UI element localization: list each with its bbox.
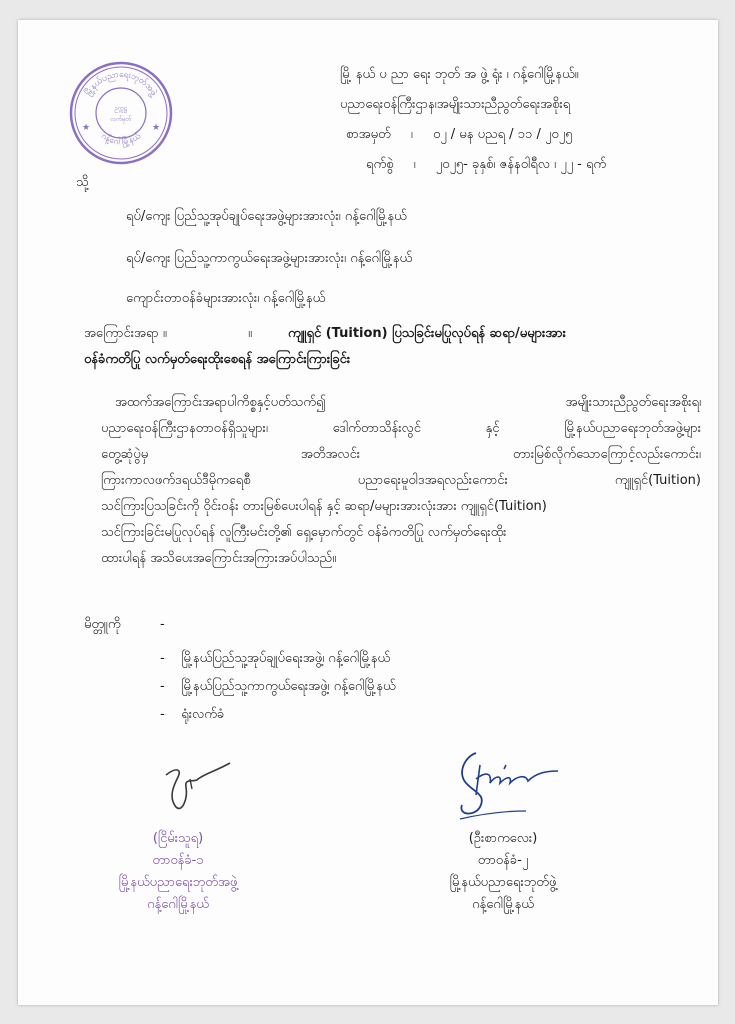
signatory-title: တာဝန်ခံ-၁ (152, 853, 204, 868)
body-line: ထားပါရန် အသိပေးအကြောင်းအကြားအပ်ပါသည်။ (101, 551, 337, 566)
signatory-title: တာဝန်ခံ-၂ (477, 853, 529, 868)
signatory-right (408, 828, 598, 916)
letter-page (18, 20, 718, 1005)
recipient-item: ရပ်/ကျေး ပြည်သူ့ကာကွယ်ရေးအဖွဲ့များအားလုံး၊ ဂန့်ဂေါမြို့နယ် (126, 251, 413, 266)
recipient-item: ရပ်/ကျေး ပြည်သူ့အုပ်ချုပ်ရေးအဖွဲ့များအားလုံး၊ ဂန့်ဂေါမြို့နယ် (126, 209, 407, 224)
signature-left-icon (146, 755, 246, 825)
signature-right-icon (446, 735, 576, 825)
body-line: တွေ့ဆုံပွဲမှ အတိအလင်း တားမြစ်လိုက်သောကြောင့်လည်းကောင်း၊ (101, 447, 701, 462)
body-line: သင်ကြားပြသခြင်းကို ဝိုင်းဝန်း တားမြစ်ပေးပါရန် နှင့် ဆရာ/မများအားလုံးအား ကျူရှင်(Tuition) (101, 499, 547, 514)
date-row: ရက်စွဲ ၊ ၂၀၂၅- ခုနှစ်၊ ဇန်နဝါရီလ ၊ ၂၂ - ရက် (366, 157, 607, 172)
body-line: ကြားကာလဖက်ဒရယ်ဒီမိုကရေစီ ပညာရေးမူဝါဒအရလည်းကောင်း ကျူရှင်(Tuition) (101, 473, 701, 488)
to-label: သို့ (76, 175, 89, 190)
signatory-township: ဂန့်ဂေါမြို့နယ် (147, 897, 209, 912)
body-line: အထက်အကြောင်းအရာပါကိစ္စနှင့်ပတ်သက်၍ အမျိုးသားညီညွတ်ရေးအစိုးရ၊ (115, 395, 701, 410)
body-line: သင်ကြားခြင်းမပြုလုပ်ရန် လူကြီးမင်းတို့၏ ရှေ့မှောက်တွင် ဝန်ခံကတိပြု လက်မှတ်ရေးထိုး (101, 525, 507, 540)
svg-text:★: ★ (82, 123, 91, 133)
svg-text:မြို့နယ်ပညာရေးဘုတ်အဖွဲ့: မြို့နယ်ပညာရေးဘုတ်အဖွဲ့ (83, 69, 159, 98)
cc-dash: - (160, 617, 165, 632)
signatory-township: ဂန့်ဂေါမြို့နယ် (472, 897, 534, 912)
svg-text:ဂန့်ဂေါ မြို့နယ်: ဂန့်ဂေါ မြို့နယ် (99, 131, 143, 148)
reference-number: ၀၂ / မန ပညရ / ၁၁ / ၂၀၂၅ (432, 127, 573, 142)
svg-text:ဥက္ကဋ္ဌ: ဥက္ကဋ္ဌ (114, 105, 128, 112)
reference-label: စာအမှတ် (346, 127, 391, 142)
cc-item: - ရုံးလက်ခံ (160, 707, 225, 722)
ministry-name: ပညာရေးဝန်ကြီးဌာန၊အမျိုးသားညီညွတ်ရေးအစိုးရ (340, 97, 571, 112)
date-label: ရက်စွဲ (366, 157, 394, 172)
signatory-org: မြို့နယ်ပညာရေးဘုတ်ဖွဲ့ (449, 875, 557, 890)
recipient-item: ကျောင်းတာဝန်ခံများအားလုံး၊ ဂန့်ဂေါမြို့နယ် (126, 291, 326, 306)
cc-item: - မြို့နယ်ပြည်သူ့ကာကွယ်ရေးအဖွဲ့၊ ဂန့်ဂေါမြို့နယ် (160, 679, 396, 694)
body-paragraph (101, 390, 701, 572)
signatory-name: (ငြိမ်းသူရ) (152, 831, 204, 846)
svg-text:လက်မှတ်: လက်မှတ် (110, 116, 132, 123)
office-name: မြို့ နယ် ပ ညာ ရေး ဘုတ် အ ဖွဲ့ ရုံး ၊ ဂန့်ဂေါမြို့နယ်။ (340, 67, 579, 82)
subject-line-2: ဝန်ခံကတိပြု လက်မှတ်ရေးထိုးစေရန် အကြောင်းကြားခြင်း (84, 352, 351, 367)
cc-label: မိတ္တူကို (84, 617, 121, 632)
subject-label: အကြောင်းအရာ ။ (84, 326, 167, 341)
svg-text:★: ★ (152, 123, 161, 133)
subject-mark: ။ (248, 326, 252, 341)
signatory-name: (ဦးစာကလေး) (468, 831, 538, 846)
seal-stamp-icon (68, 60, 174, 166)
signatory-org: မြို့နယ်ပညာရေးဘုတ်အဖွဲ့ (118, 875, 238, 890)
body-line: ပညာရေးဝန်ကြီးဌာနတာဝန်ရှိသူများ၊ ဒေါက်တာသိန်းလွင် နှင့် မြို့နယ်ပညာရေးဘုတ်အဖွဲ့များ (101, 421, 701, 436)
cc-item: - မြို့နယ်ပြည်သူ့အုပ်ချုပ်ရေးအဖွဲ့၊ ဂန့်ဂေါမြို့နယ် (160, 651, 391, 666)
subject-line-1: ကျူရှင် (Tuition) ပြသခြင်းမပြုလုပ်ရန် ဆရာ/မများအား (288, 326, 566, 341)
signatory-left (88, 828, 268, 916)
reference-row: စာအမှတ် ၊ ၀၂ / မန ပညရ / ၁၁ / ၂၀၂၅ (346, 127, 573, 142)
date-value: ၂၀၂၅- ခုနှစ်၊ ဇန်နဝါရီလ ၊ ၂၂ - ရက် (435, 157, 607, 172)
